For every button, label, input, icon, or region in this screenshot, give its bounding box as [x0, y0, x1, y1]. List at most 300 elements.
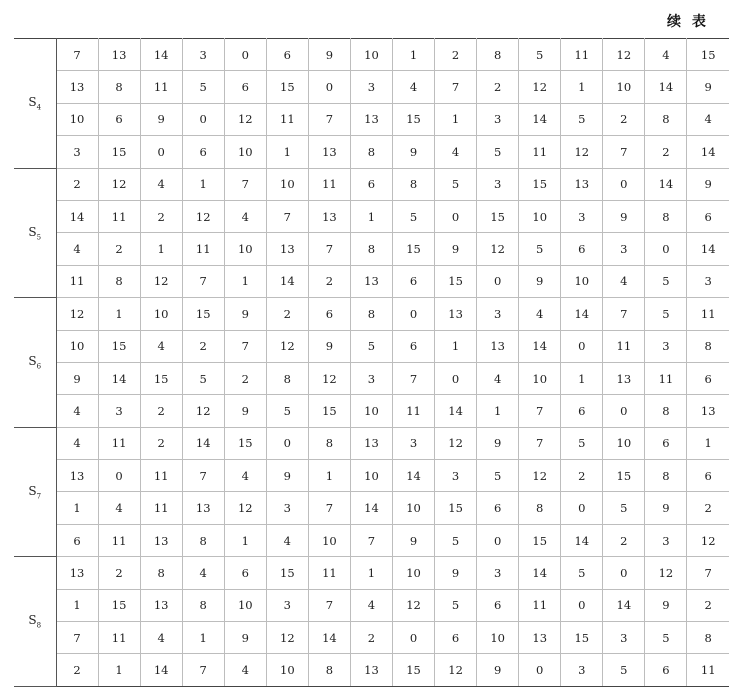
table-row [14, 136, 729, 168]
table-cell: 13 [519, 622, 561, 654]
table-cell: 8 [645, 395, 687, 427]
table-cell: 0 [393, 622, 435, 654]
table-cell: 0 [435, 200, 477, 232]
table-cell: 1 [435, 103, 477, 135]
table-cell: 3 [561, 200, 603, 232]
table-cell: 4 [56, 395, 98, 427]
table-cell: 1 [182, 168, 224, 200]
table-cell: 12 [435, 427, 477, 459]
table-cell: 14 [56, 200, 98, 232]
sbox-label-name: S [28, 613, 37, 628]
table-cell: 6 [561, 395, 603, 427]
table-cell: 13 [56, 557, 98, 589]
table-cell: 0 [477, 265, 519, 297]
table-cell: 8 [645, 103, 687, 135]
table-cell: 2 [140, 200, 182, 232]
table-cell: 2 [350, 622, 392, 654]
table-cell: 8 [308, 654, 350, 686]
table-cell: 12 [182, 395, 224, 427]
table-cell: 14 [393, 460, 435, 492]
table-cell: 5 [266, 395, 308, 427]
table-cell: 4 [98, 492, 140, 524]
table-cell: 5 [561, 557, 603, 589]
table-cell: 11 [561, 39, 603, 71]
table-cell: 3 [266, 492, 308, 524]
table-cell: 5 [645, 622, 687, 654]
sbox-label-subscript: 4 [36, 103, 42, 112]
table-cell: 14 [561, 524, 603, 556]
sbox-label [14, 298, 56, 428]
table-row [14, 233, 729, 265]
table-cell: 2 [687, 589, 729, 621]
table-cell: 2 [435, 39, 477, 71]
table-cell: 10 [393, 557, 435, 589]
table-cell: 12 [687, 524, 729, 556]
table-cell: 13 [350, 427, 392, 459]
table-cell: 2 [308, 265, 350, 297]
table-cell: 0 [603, 557, 645, 589]
table-cell: 0 [435, 362, 477, 394]
table-cell: 13 [98, 39, 140, 71]
table-cell: 6 [687, 200, 729, 232]
table-cell: 8 [266, 362, 308, 394]
table-cell: 10 [519, 362, 561, 394]
table-row [14, 265, 729, 297]
table-cell: 1 [477, 395, 519, 427]
table-cell: 1 [224, 265, 266, 297]
table-cell: 13 [350, 654, 392, 686]
table-cell: 10 [393, 492, 435, 524]
table-cell: 3 [561, 654, 603, 686]
table-cell: 0 [561, 330, 603, 362]
table-cell: 9 [140, 103, 182, 135]
table-cell: 15 [224, 427, 266, 459]
table-cell: 7 [308, 492, 350, 524]
table-cell: 11 [603, 330, 645, 362]
table-cell: 1 [393, 39, 435, 71]
table-row [14, 654, 729, 686]
table-cell: 6 [393, 265, 435, 297]
table-cell: 12 [266, 622, 308, 654]
table-cell: 6 [98, 103, 140, 135]
table-cell: 14 [182, 427, 224, 459]
table-cell: 2 [224, 362, 266, 394]
table-cell: 10 [603, 427, 645, 459]
table-cell: 0 [561, 589, 603, 621]
table-cell: 8 [140, 557, 182, 589]
table-cell: 1 [435, 330, 477, 362]
sbox-label [14, 168, 56, 298]
table-cell: 1 [687, 427, 729, 459]
table-cell: 11 [308, 168, 350, 200]
table-cell: 4 [224, 460, 266, 492]
table-cell: 4 [393, 71, 435, 103]
table-cell: 9 [435, 557, 477, 589]
table-row [14, 330, 729, 362]
table-cell: 2 [140, 427, 182, 459]
table-cell: 10 [350, 39, 392, 71]
table-cell: 9 [477, 654, 519, 686]
table-cell: 0 [98, 460, 140, 492]
table-cell: 5 [393, 200, 435, 232]
table-cell: 4 [645, 39, 687, 71]
table-cell: 10 [519, 200, 561, 232]
table-cell: 9 [687, 71, 729, 103]
table-cell: 4 [477, 362, 519, 394]
table-cell: 11 [393, 395, 435, 427]
sbox-label-subscript: 8 [36, 621, 42, 630]
table-cell: 4 [224, 200, 266, 232]
table-cell: 3 [56, 136, 98, 168]
table-cell: 9 [519, 265, 561, 297]
table-cell: 7 [687, 557, 729, 589]
table-cell: 6 [435, 622, 477, 654]
table-cell: 7 [350, 524, 392, 556]
table-cell: 15 [435, 492, 477, 524]
table-cell: 3 [266, 589, 308, 621]
table-cell: 5 [477, 460, 519, 492]
table-row [14, 460, 729, 492]
table-cell: 15 [266, 557, 308, 589]
table-cell: 3 [477, 557, 519, 589]
table-cell: 9 [266, 460, 308, 492]
table-cell: 11 [687, 298, 729, 330]
table-cell: 15 [308, 395, 350, 427]
table-cell: 4 [56, 427, 98, 459]
table-cell: 2 [561, 460, 603, 492]
table-cell: 7 [308, 589, 350, 621]
table-cell: 14 [645, 71, 687, 103]
table-cell: 3 [182, 39, 224, 71]
table-cell: 8 [519, 492, 561, 524]
table-cell: 10 [350, 395, 392, 427]
table-cell: 14 [561, 298, 603, 330]
table-cell: 1 [350, 557, 392, 589]
table-cell: 1 [266, 136, 308, 168]
table-cell: 15 [687, 39, 729, 71]
table-cell: 1 [350, 200, 392, 232]
table-cell: 11 [140, 460, 182, 492]
table-cell: 13 [56, 460, 98, 492]
table-cell: 3 [393, 427, 435, 459]
table-cell: 4 [182, 557, 224, 589]
table-cell: 14 [266, 265, 308, 297]
table-cell: 5 [561, 103, 603, 135]
sbox-label-name: S [28, 483, 37, 498]
table-cell: 1 [561, 362, 603, 394]
table-row [14, 395, 729, 427]
table-cell: 13 [308, 200, 350, 232]
table-cell: 11 [266, 103, 308, 135]
table-cell: 6 [687, 460, 729, 492]
table-cell: 8 [645, 200, 687, 232]
table-cell: 12 [140, 265, 182, 297]
table-cell: 3 [603, 233, 645, 265]
table-cell: 4 [687, 103, 729, 135]
table-cell: 6 [645, 654, 687, 686]
table-cell: 0 [603, 168, 645, 200]
table-cell: 7 [182, 460, 224, 492]
table-cell: 12 [561, 136, 603, 168]
sbox-label [14, 427, 56, 557]
table-cell: 15 [603, 460, 645, 492]
table-row [14, 71, 729, 103]
table-cell: 3 [645, 524, 687, 556]
table-cell: 9 [687, 168, 729, 200]
table-cell: 13 [435, 298, 477, 330]
table-cell: 2 [266, 298, 308, 330]
table-cell: 2 [687, 492, 729, 524]
table-cell: 14 [98, 362, 140, 394]
table-cell: 1 [56, 589, 98, 621]
table-cell: 7 [519, 427, 561, 459]
table-cell: 11 [98, 200, 140, 232]
table-cell: 14 [140, 39, 182, 71]
table-cell: 8 [393, 168, 435, 200]
table-cell: 13 [56, 71, 98, 103]
table-cell: 10 [477, 622, 519, 654]
table-cell: 9 [393, 524, 435, 556]
table-row [14, 589, 729, 621]
table-cell: 7 [266, 200, 308, 232]
table-cell: 15 [519, 168, 561, 200]
table-cell: 7 [224, 168, 266, 200]
table-cell: 0 [393, 298, 435, 330]
table-cell: 0 [182, 103, 224, 135]
table-cell: 10 [56, 103, 98, 135]
table-row [14, 427, 729, 459]
table-cell: 7 [393, 362, 435, 394]
table-cell: 12 [308, 362, 350, 394]
table-cell: 11 [687, 654, 729, 686]
table-cell: 5 [519, 233, 561, 265]
table-cell: 4 [140, 622, 182, 654]
table-cell: 10 [224, 589, 266, 621]
table-cell: 11 [308, 557, 350, 589]
table-cell: 9 [224, 298, 266, 330]
table-cell: 0 [645, 233, 687, 265]
table-cell: 0 [477, 524, 519, 556]
sbox-label-name: S [28, 224, 37, 239]
table-cell: 7 [308, 233, 350, 265]
table-cell: 10 [224, 233, 266, 265]
table-cell: 11 [519, 136, 561, 168]
table-cell: 13 [182, 492, 224, 524]
table-cell: 14 [519, 330, 561, 362]
table-cell: 14 [519, 103, 561, 135]
table-cell: 4 [140, 330, 182, 362]
table-cell: 14 [687, 233, 729, 265]
table-cell: 9 [308, 330, 350, 362]
table-cell: 0 [224, 39, 266, 71]
table-cell: 6 [561, 233, 603, 265]
table-row [14, 103, 729, 135]
table-cell: 5 [645, 265, 687, 297]
table-cell: 6 [393, 330, 435, 362]
table-cell: 4 [435, 136, 477, 168]
table-cell: 13 [140, 589, 182, 621]
table-cell: 7 [182, 265, 224, 297]
table-row [14, 200, 729, 232]
table-cell: 11 [98, 524, 140, 556]
table-cell: 7 [56, 39, 98, 71]
table-cell: 6 [266, 39, 308, 71]
table-cell: 8 [350, 298, 392, 330]
table-cell: 4 [603, 265, 645, 297]
table-cell: 5 [435, 589, 477, 621]
table-cell: 9 [224, 622, 266, 654]
table-cell: 14 [519, 557, 561, 589]
table-cell: 12 [393, 589, 435, 621]
table-cell: 10 [56, 330, 98, 362]
table-cell: 13 [266, 233, 308, 265]
table-cell: 11 [182, 233, 224, 265]
table-cell: 11 [645, 362, 687, 394]
table-cell: 14 [687, 136, 729, 168]
table-cell: 0 [308, 71, 350, 103]
table-continued-caption: 续 表 [667, 14, 709, 30]
table-cell: 13 [350, 103, 392, 135]
table-cell: 3 [477, 103, 519, 135]
table-cell: 0 [266, 427, 308, 459]
table-cell: 12 [224, 492, 266, 524]
table-cell: 7 [519, 395, 561, 427]
table-cell: 8 [645, 460, 687, 492]
table-cell: 12 [603, 39, 645, 71]
table-cell: 1 [561, 71, 603, 103]
table-cell: 1 [98, 654, 140, 686]
table-cell: 6 [182, 136, 224, 168]
table-cell: 5 [477, 136, 519, 168]
sbox-label-name: S [28, 95, 37, 110]
table-cell: 7 [435, 71, 477, 103]
table-cell: 4 [140, 168, 182, 200]
table-cell: 12 [519, 71, 561, 103]
table-cell: 0 [561, 492, 603, 524]
table-cell: 13 [477, 330, 519, 362]
table-cell: 7 [56, 622, 98, 654]
table-cell: 10 [140, 298, 182, 330]
table-cell: 15 [519, 524, 561, 556]
table-cell: 1 [98, 298, 140, 330]
table-cell: 2 [56, 168, 98, 200]
table-cell: 7 [308, 103, 350, 135]
table-row [14, 557, 729, 589]
sbox-label-subscript: 7 [36, 492, 42, 501]
table-cell: 3 [477, 168, 519, 200]
table-cell: 12 [645, 557, 687, 589]
table-cell: 15 [98, 136, 140, 168]
table-cell: 9 [645, 492, 687, 524]
table-cell: 6 [308, 298, 350, 330]
table-cell: 2 [98, 557, 140, 589]
table-cell: 8 [687, 622, 729, 654]
table-cell: 6 [477, 492, 519, 524]
table-cell: 3 [350, 362, 392, 394]
table-cell: 9 [645, 589, 687, 621]
sbox-label-name: S [28, 354, 37, 369]
table-cell: 4 [350, 589, 392, 621]
table-cell: 8 [350, 136, 392, 168]
table-cell: 12 [98, 168, 140, 200]
table-cell: 6 [350, 168, 392, 200]
table-cell: 1 [308, 460, 350, 492]
sbox-label [14, 39, 56, 169]
table-cell: 15 [393, 103, 435, 135]
table-cell: 11 [140, 71, 182, 103]
table-cell: 0 [519, 654, 561, 686]
sbox-label-subscript: 5 [36, 233, 42, 242]
table-row [14, 362, 729, 394]
table-cell: 15 [435, 265, 477, 297]
table-cell: 14 [603, 589, 645, 621]
table-cell: 10 [224, 136, 266, 168]
table-cell: 5 [435, 524, 477, 556]
table-cell: 10 [308, 524, 350, 556]
table-cell: 12 [519, 460, 561, 492]
table-cell: 3 [603, 622, 645, 654]
table-cell: 2 [98, 233, 140, 265]
table-cell: 9 [308, 39, 350, 71]
sbox-label [14, 557, 56, 687]
table-cell: 12 [182, 200, 224, 232]
table-cell: 1 [182, 622, 224, 654]
table-cell: 4 [56, 233, 98, 265]
table-cell: 8 [477, 39, 519, 71]
table-cell: 12 [477, 233, 519, 265]
table-cell: 13 [308, 136, 350, 168]
table-cell: 8 [182, 589, 224, 621]
table-cell: 8 [350, 233, 392, 265]
table-cell: 0 [140, 136, 182, 168]
table-cell: 2 [645, 136, 687, 168]
sbox-label-subscript: 6 [36, 362, 42, 371]
table-cell: 3 [435, 460, 477, 492]
table-cell: 5 [435, 168, 477, 200]
table-cell: 9 [603, 200, 645, 232]
table-cell: 10 [266, 654, 308, 686]
table-cell: 15 [98, 330, 140, 362]
table-cell: 2 [477, 71, 519, 103]
table-cell: 1 [224, 524, 266, 556]
table-cell: 8 [98, 71, 140, 103]
table-cell: 10 [603, 71, 645, 103]
table-cell: 15 [393, 654, 435, 686]
table-cell: 4 [224, 654, 266, 686]
table-cell: 11 [140, 492, 182, 524]
table-cell: 3 [645, 330, 687, 362]
table-row [14, 298, 729, 330]
table-cell: 6 [477, 589, 519, 621]
table-cell: 10 [561, 265, 603, 297]
table-cell: 12 [56, 298, 98, 330]
table-cell: 10 [266, 168, 308, 200]
table-cell: 12 [224, 103, 266, 135]
table-cell: 14 [308, 622, 350, 654]
table-cell: 5 [645, 298, 687, 330]
table-cell: 14 [435, 395, 477, 427]
table-cell: 2 [56, 654, 98, 686]
table-row [14, 622, 729, 654]
table-cell: 12 [266, 330, 308, 362]
table-cell: 15 [140, 362, 182, 394]
table-row [14, 524, 729, 556]
table-cell: 14 [350, 492, 392, 524]
table-cell: 15 [393, 233, 435, 265]
table-cell: 5 [603, 492, 645, 524]
table-cell: 5 [519, 39, 561, 71]
table-cell: 7 [224, 330, 266, 362]
